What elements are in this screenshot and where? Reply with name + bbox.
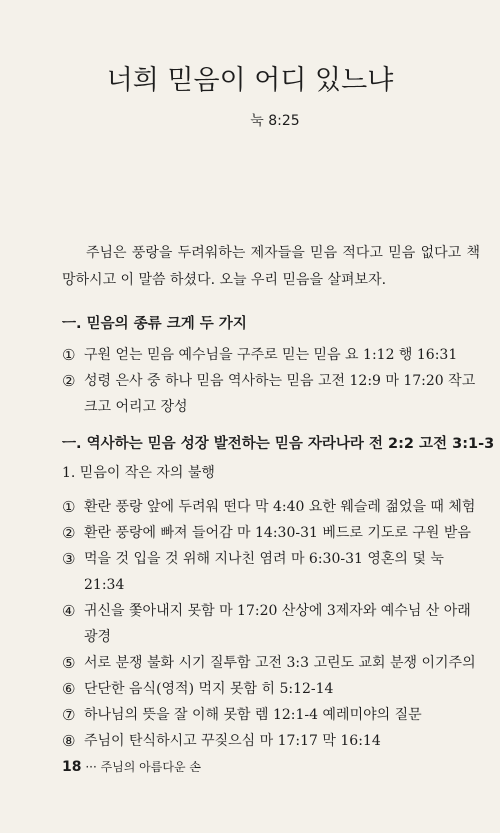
item-text: 환란 풍랑 앞에 두려워 떤다 막 4:40 요한 웨슬레 젊었을 때 체험 [84, 499, 476, 515]
item-text: 귀신을 쫓아내지 못함 마 17:20 산상에 3제자와 예수님 산 아래 광경 [84, 603, 471, 645]
item-text: 서로 분쟁 불화 시기 질투함 고전 3:3 고린도 교회 분쟁 이기주의 [84, 655, 476, 671]
page-title: 너희 믿음이 어디 있느냐 [106, 65, 394, 96]
item-number: ② [62, 524, 76, 542]
item-number: ⑥ [62, 680, 76, 698]
scripture-reference: 눅 8:25 [250, 113, 300, 129]
list-item [62, 546, 482, 598]
list-item [62, 368, 482, 420]
footer-separator: ··· [85, 760, 97, 774]
item-number: ② [62, 372, 76, 390]
item-number: ① [62, 346, 76, 364]
list-item [62, 728, 482, 754]
item-text: 단단한 음식(영적) 먹지 못함 히 5:12-14 [84, 681, 334, 697]
item-number: ⑤ [62, 654, 76, 672]
sub-heading: 1. 믿음이 작은 자의 불행 [62, 465, 215, 481]
item-number: ④ [62, 602, 76, 620]
section-2-list [62, 494, 482, 754]
item-text: 먹을 것 입을 것 위해 지나친 염려 마 6:30-31 영혼의 덫 눅 21:34 [84, 551, 444, 593]
item-text: 환란 풍랑에 빠져 들어감 마 14:30-31 베드로 기도로 구원 받음 [84, 525, 471, 541]
list-item [62, 650, 482, 676]
list-item [62, 342, 482, 368]
item-number: ⑧ [62, 732, 76, 750]
item-text: 성령 은사 중 하나 믿음 역사하는 믿음 고전 12:9 마 17:20 작고 크고 어리고 장성 [84, 373, 476, 415]
item-number: ① [62, 498, 76, 516]
section-heading-2: ㅡ. 역사하는 믿음 성장 발전하는 믿음 자라나라 전 2:2 고전 3:1-3 [62, 436, 495, 452]
section-1-list [62, 342, 482, 420]
list-item [62, 494, 482, 520]
item-number: ⑦ [62, 706, 76, 724]
list-item [62, 520, 482, 546]
item-text: 구원 얻는 믿음 예수님을 구주로 믿는 믿음 요 1:12 행 16:31 [84, 347, 458, 363]
page-footer [62, 758, 201, 775]
item-text: 하나님의 뜻을 잘 이해 못함 렘 12:1-4 예레미야의 질문 [84, 707, 422, 723]
list-item [62, 702, 482, 728]
page-number: 18 [62, 759, 82, 775]
intro-paragraph: 주님은 풍랑을 두려워하는 제자들을 믿음 적다고 믿음 없다고 책망하시고 이 말씀 하셨다. 오늘 우리 믿음을 살펴보자. [62, 245, 480, 288]
item-text: 주님이 탄식하시고 꾸짖으심 마 17:17 막 16:14 [84, 733, 381, 749]
book-title: 주님의 아름다운 손 [100, 760, 201, 774]
list-item [62, 676, 482, 702]
item-number: ③ [62, 550, 76, 568]
list-item [62, 598, 482, 650]
section-heading-1: ㅡ. 믿음의 종류 크게 두 가지 [62, 316, 247, 332]
